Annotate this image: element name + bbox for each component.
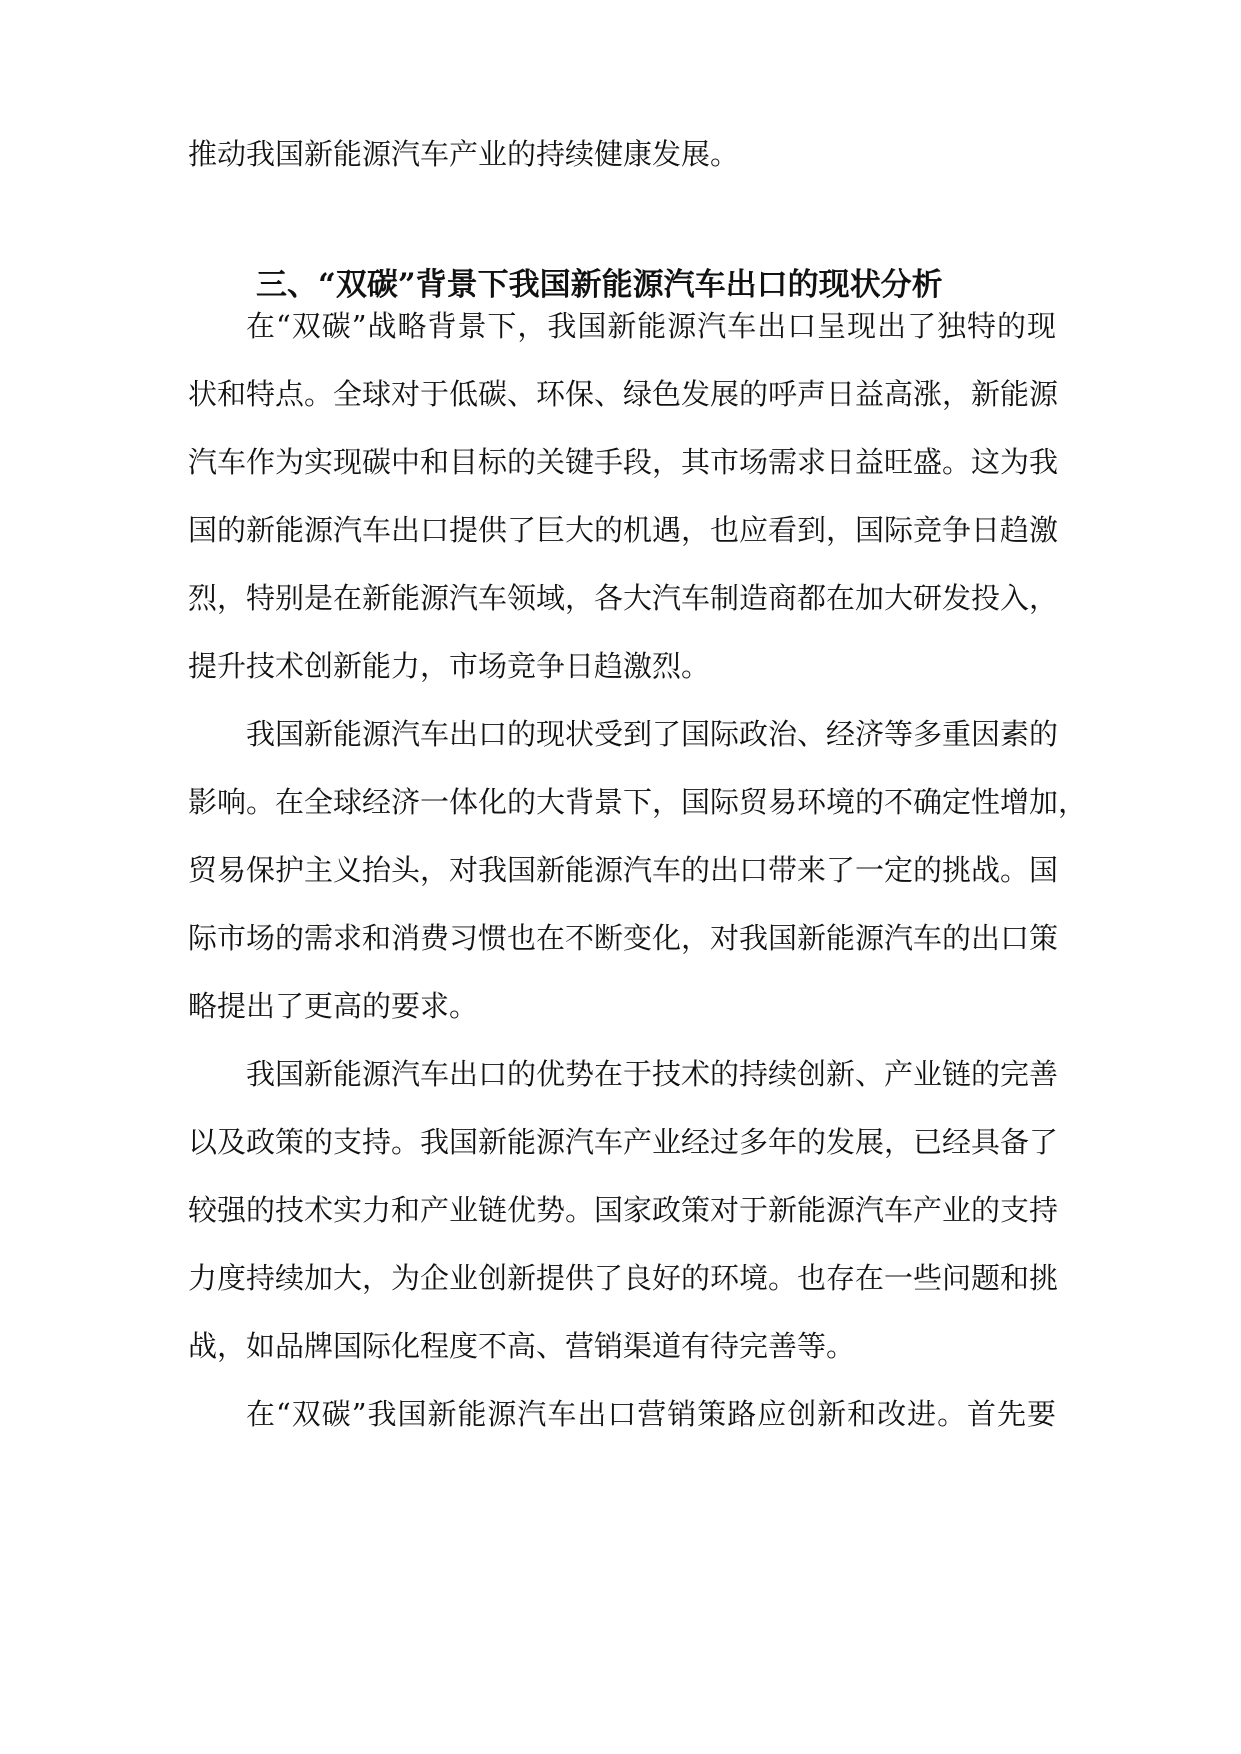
paragraph-1-line-3: 汽车作为实现碳中和目标的关键手段，其市场需求日益旺盛。这为我 [188, 445, 1059, 479]
paragraph-2-line-3: 贸易保护主义抬头，对我国新能源汽车的出口带来了一定的挑战。国 [188, 853, 1059, 887]
section-heading: 三、“双碳”背景下我国新能源汽车出口的现状分析 [256, 267, 943, 303]
paragraph-2-line-2: 影响。在全球经济一体化的大背景下，国际贸易环境的不确定性增加， [188, 785, 1088, 819]
paragraph-3-line-5: 战，如品牌国际化程度不高、营销渠道有待完善等。 [188, 1329, 856, 1363]
paragraph-1-line-4: 国的新能源汽车出口提供了巨大的机遇，也应看到，国际竞争日趋激 [188, 513, 1059, 547]
paragraph-3-line-3: 较强的技术实力和产业链优势。国家政策对于新能源汽车产业的支持 [188, 1193, 1059, 1227]
intro-line: 推动我国新能源汽车产业的持续健康发展。 [188, 137, 740, 171]
paragraph-3-line-4: 力度持续加大，为企业创新提供了良好的环境。也存在一些问题和挑 [188, 1261, 1059, 1295]
paragraph-2-line-4: 际市场的需求和消费习惯也在不断变化，对我国新能源汽车的出口策 [188, 921, 1059, 955]
paragraph-3-line-2: 以及政策的支持。我国新能源汽车产业经过多年的发展，已经具备了 [188, 1125, 1059, 1159]
paragraph-1-line-1: 在“双碳”战略背景下，我国新能源汽车出口呈现出了独特的现 [246, 309, 1056, 343]
paragraph-2-line-5: 略提出了更高的要求。 [188, 989, 479, 1023]
paragraph-2-line-1: 我国新能源汽车出口的现状受到了国际政治、经济等多重因素的 [246, 717, 1059, 751]
paragraph-1-line-2: 状和特点。全球对于低碳、环保、绿色发展的呼声日益高涨，新能源 [188, 377, 1059, 411]
paragraph-4-line-1: 在“双碳”我国新能源汽车出口营销策路应创新和改进。首先要 [246, 1397, 1056, 1431]
paragraph-1-line-5: 烈，特别是在新能源汽车领域，各大汽车制造商都在加大研发投入， [188, 581, 1059, 615]
paragraph-1-line-6: 提升技术创新能力，市场竞争日趋激烈。 [188, 649, 711, 683]
paragraph-3-line-1: 我国新能源汽车出口的优势在于技术的持续创新、产业链的完善 [246, 1057, 1059, 1091]
